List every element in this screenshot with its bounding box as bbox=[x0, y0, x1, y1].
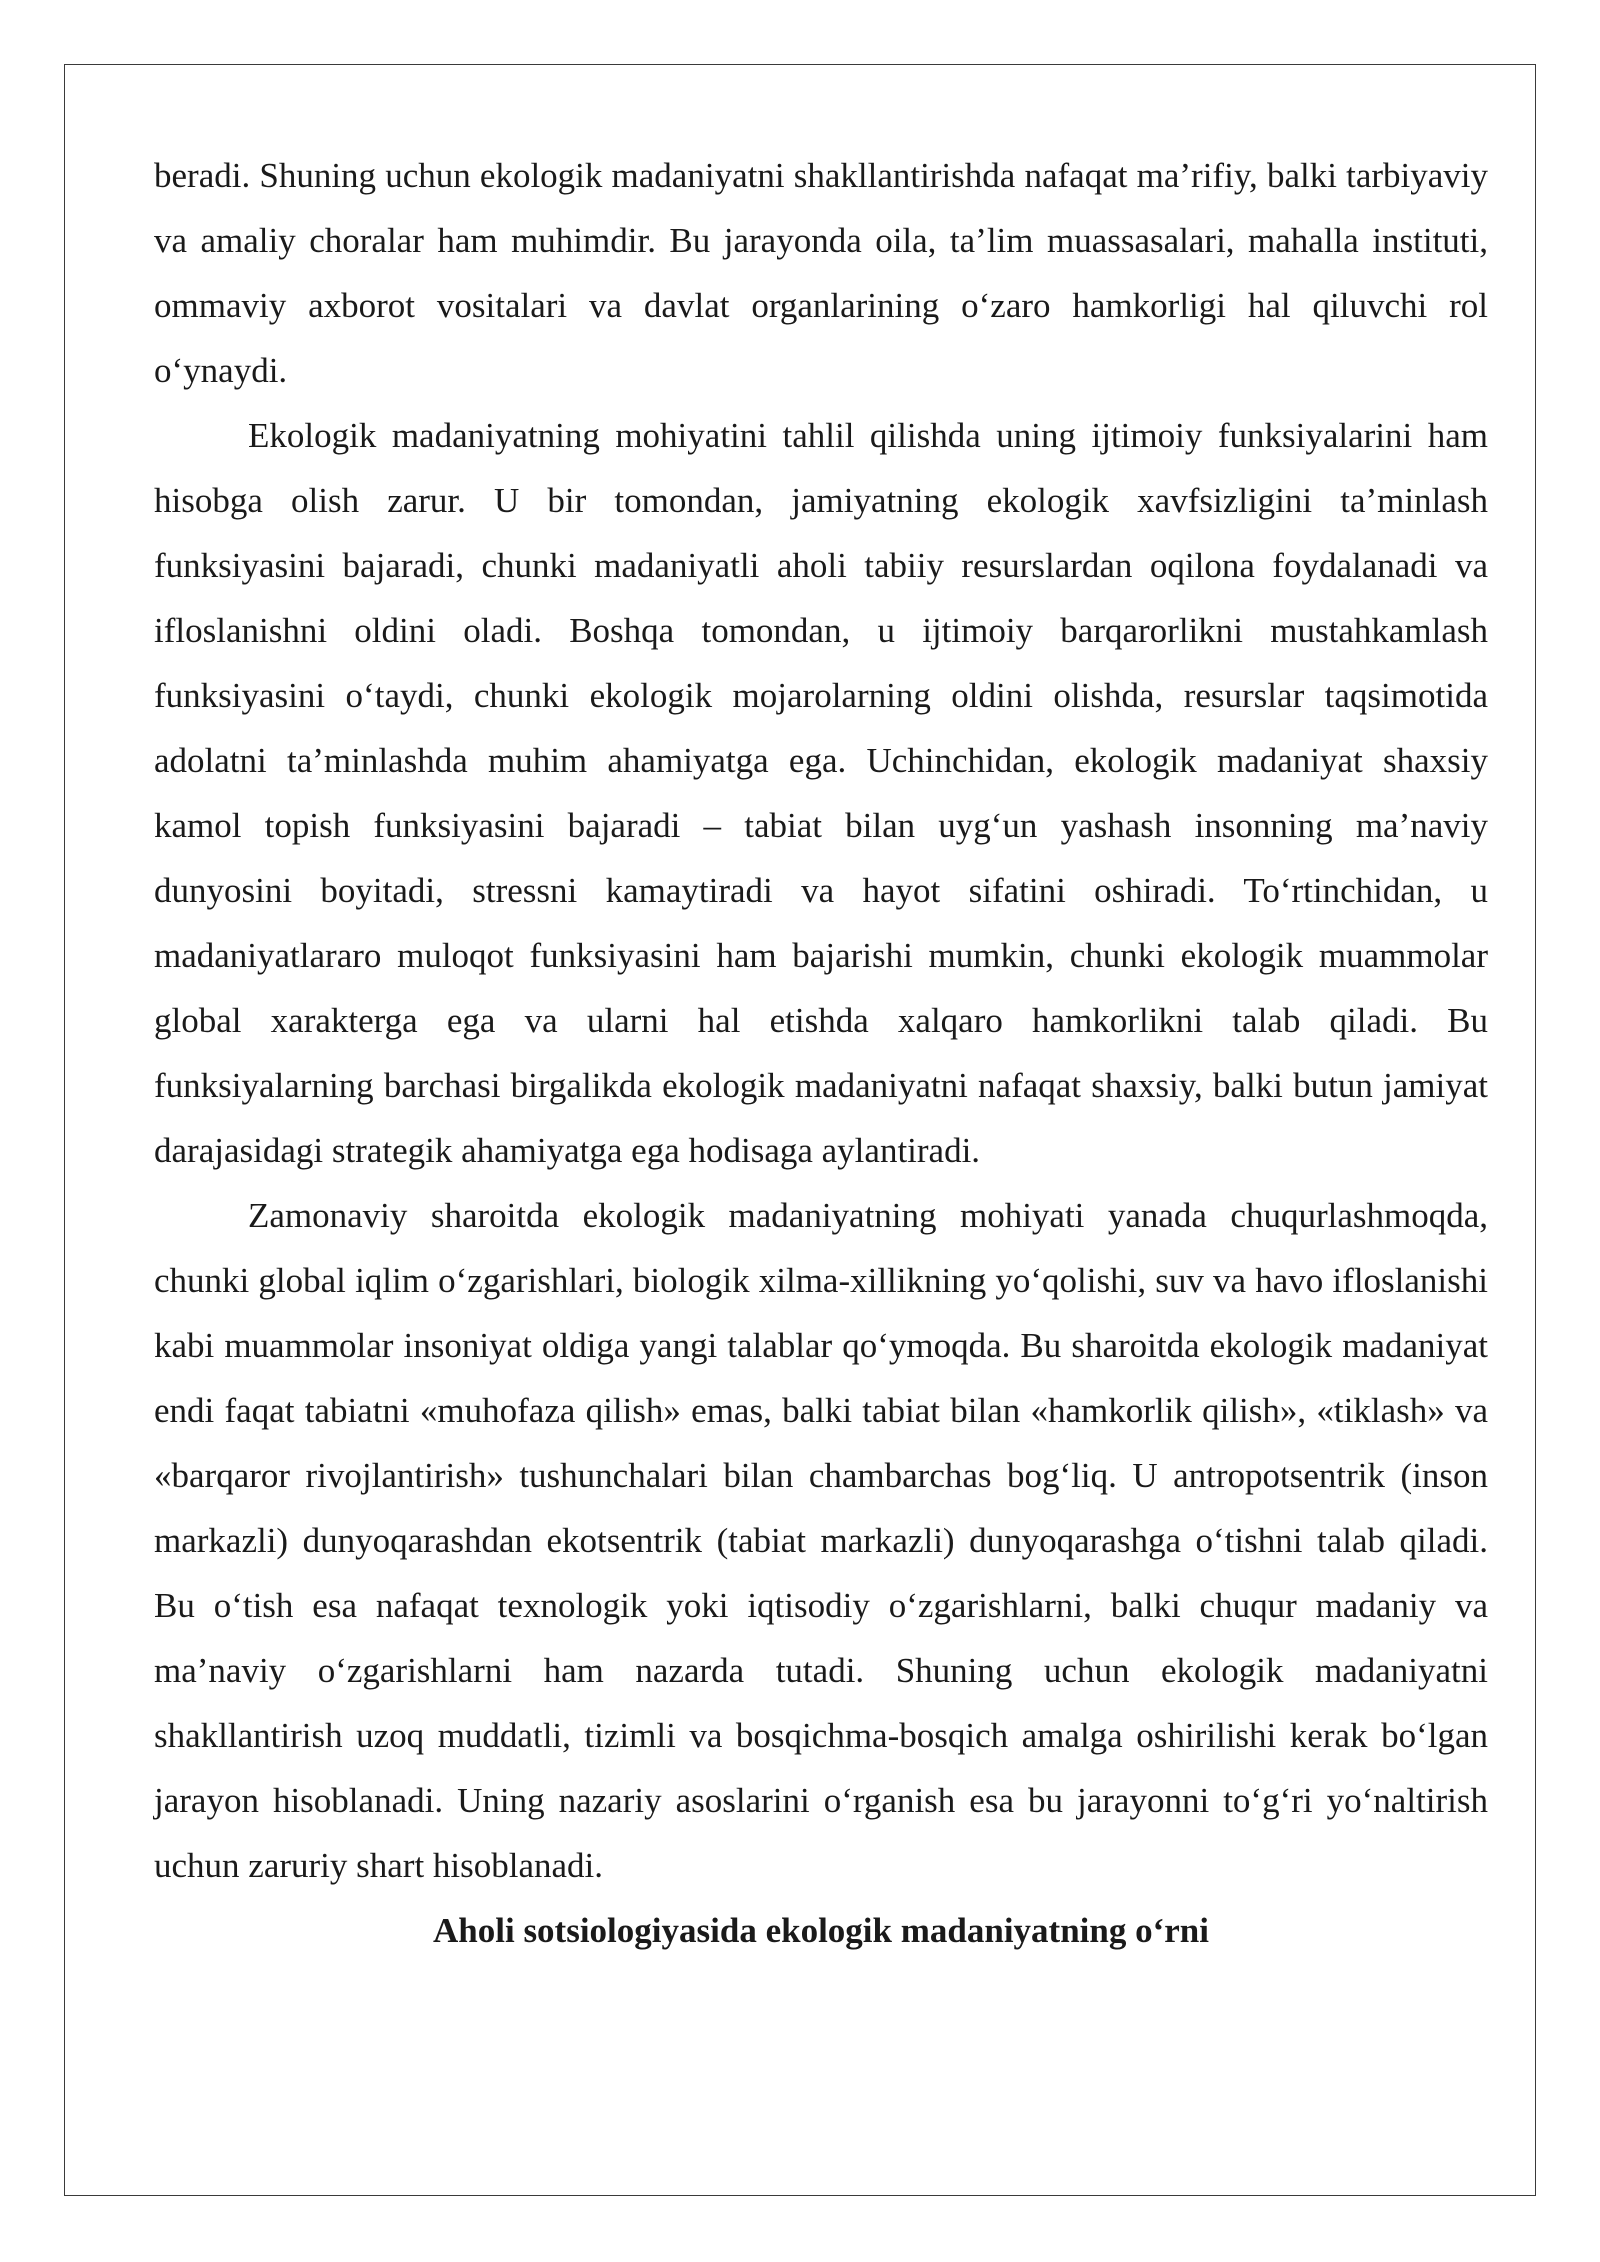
paragraph-continuation: beradi. Shuning uchun ekologik madaniyatni shakllantirishda nafaqat ma’rifiy, balki tarbiyaviy va amaliy choralar ham muhimdir. Bu jarayonda oila, ta’lim muassasalari, mahalla instituti, ommaviy axborot vositalari va davlat organlarining o‘zaro hamkorligi hal qiluvchi rol o‘ynaydi. bbox=[154, 156, 1488, 390]
document-body bbox=[154, 143, 1488, 1963]
paragraph-social-functions: Ekologik madaniyatning mohiyatini tahlil qilishda uning ijtimoiy funksiyalarini ham hisobga olish zarur. U bir tomondan, jamiyatning ekologik xavfsizligini ta’minlash funksiyasini bajaradi, chunki madaniyatli aholi tabiiy resurslardan oqilona foydalanadi va ifloslanishni oldini oladi. Boshqa tomondan, u ijtimoiy barqarorlikni mustahkamlash funksiyasini o‘taydi, chunki ekologik mojarolarning oldini olishda, resurslar taqsimotida adolatni ta’minlashda muhim ahamiyatga ega. Uchinchidan, ekologik madaniyat shaxsiy kamol topish funksiyasini bajaradi – tabiat bilan uyg‘un yashash insonning ma’naviy dunyosini boyitadi, stressni kamaytiradi va hayot sifatini oshiradi. To‘rtinchidan, u madaniyatlararo muloqot funksiyasini ham bajarishi mumkin, chunki ekologik muammolar global xarakterga ega va ularni hal etishda xalqaro hamkorlikni talab qiladi. Bu funksiyalarning barchasi birgalikda ekologik madaniyatni nafaqat shaxsiy, balki butun jamiyat darajasidagi strategik ahamiyatga ega hodisaga aylantiradi. bbox=[154, 416, 1488, 1170]
paragraph-modern-conditions: Zamonaviy sharoitda ekologik madaniyatning mohiyati yanada chuqurlashmoqda, chunki global iqlim o‘zgarishlari, biologik xilma-xillikning yo‘qolishi, suv va havo ifloslanishi kabi muammolar insoniyat oldiga yangi talablar qo‘ymoqda. Bu sharoitda ekologik madaniyat endi faqat tabiatni «muhofaza qilish» emas, balki tabiat bilan «hamkorlik qilish», «tiklash» va «barqaror rivojlantirish» tushunchalari bilan chambarchas bog‘liq. U antropotsentrik (inson markazli) dunyoqarashdan ekotsentrik (tabiat markazli) dunyoqarashga o‘tishni talab qiladi. Bu o‘tish esa nafaqat texnologik yoki iqtisodiy o‘zgarishlarni, balki chuqur madaniy va ma’naviy o‘zgarishlarni ham nazarda tutadi. Shuning uchun ekologik madaniyatni shakllantirish uzoq muddatli, tizimli va bosqichma-bosqich amalga oshirilishi kerak bo‘lgan jarayon hisoblanadi. Uning nazariy asoslarini o‘rganish esa bu jarayonni to‘g‘ri yo‘naltirish uchun zaruriy shart hisoblanadi. bbox=[154, 1196, 1488, 1885]
section-heading: Aholi sotsiologiyasida ekologik madaniyatning o‘rni bbox=[433, 1911, 1209, 1950]
